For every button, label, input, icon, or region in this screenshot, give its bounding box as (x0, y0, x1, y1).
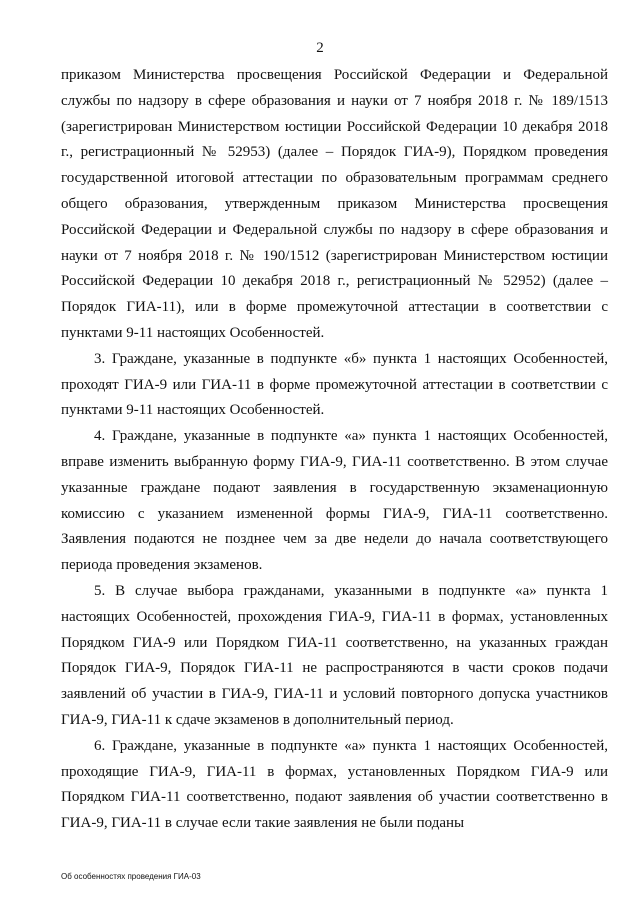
footer-document-id: Об особенностях проведения ГИА-03 (61, 872, 201, 881)
page-number: 2 (316, 40, 324, 56)
paragraph-item-6: 6. Граждане, указанные в подпункте «а» пункта 1 настоящих Особенностей, проходящие ГИА-9, ГИА-11 в формах, установленных Порядком ГИА-9 или Порядком ГИА-11 соответственно, подают заявления об участии соответственно в ГИА-9, ГИА-11 в случае если такие заявления не были поданы (61, 737, 608, 832)
document-body (61, 63, 608, 837)
paragraph-continuation: приказом Министерства просвещения Российской Федерации и Федеральной службы по надзору в сфере образования и науки от 7 ноября 2018 г. № 189/1513 (зарегистрирован Министерством юстиции Российской Федерации 10 декабря 2018 г., регистрационный № 52953) (далее – Порядок ГИА-9), Порядком проведения государственной итоговой аттестации по образовательным программам среднего общего образования, утвержденным приказом Министерства просвещения Российской Федерации и Федеральной службы по надзору в сфере образования и науки от 7 ноября 2018 г. № 190/1512 (зарегистрирован Министерством юстиции Российской Федерации 10 декабря 2018 г., регистрационный № 52952) (далее – Порядок ГИА-11), или в форме промежуточной аттестации в соответствии с пунктами 9-11 настоящих Особенностей. (61, 67, 608, 341)
paragraph-item-4: 4. Граждане, указанные в подпункте «а» пункта 1 настоящих Особенностей, вправе изменить выбранную форму ГИА-9, ГИА-11 соответственно. В этом случае указанные граждане подают заявления в государственную экзаменационную комиссию с указанием измененной формы ГИА-9, ГИА-11 соответственно. Заявления подаются не позднее чем за две недели до начала соответствующего периода проведения экзаменов. (61, 428, 608, 574)
paragraph-item-3: 3. Граждане, указанные в подпункте «б» пункта 1 настоящих Особенностей, проходят ГИА-9 или ГИА-11 в форме промежуточной аттестации в соответствии с пунктами 9-11 настоящих Особенностей. (61, 350, 608, 419)
paragraph-item-5: 5. В случае выбора гражданами, указанными в подпункте «а» пункта 1 настоящих Особенностей, прохождения ГИА-9, ГИА-11 в формах, установленных Порядком ГИА-9 или Порядком ГИА-11 соответственно, на указанных граждан Порядок ГИА-9, Порядок ГИА-11 не распространяются в части сроков подачи заявлений об участии в ГИА-9, ГИА-11 и условий повторного допуска участников ГИА-9, ГИА-11 к сдаче экзаменов в дополнительный период. (61, 582, 608, 728)
